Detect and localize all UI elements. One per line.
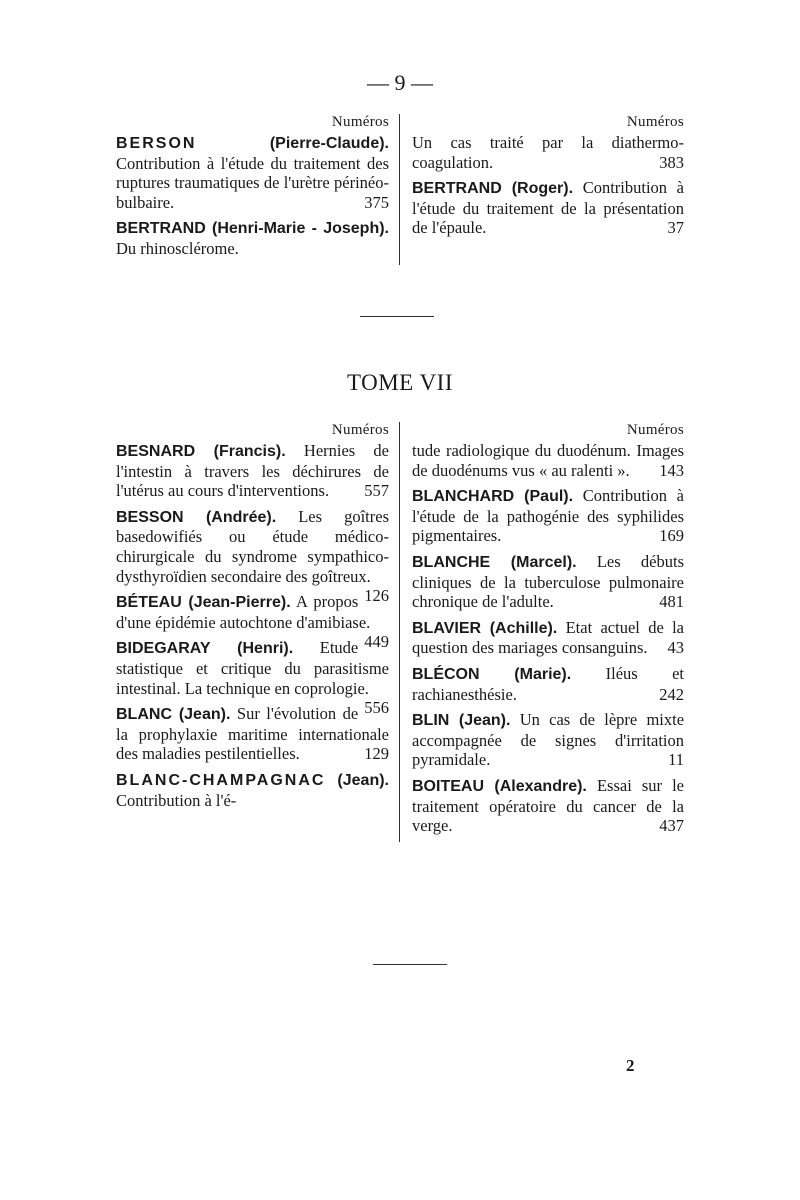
author-name: BÉTEAU: [116, 594, 182, 612]
thesis-number: 481: [659, 592, 684, 612]
thesis-title: Un cas traité par la diathermo-coagulation.: [412, 133, 684, 172]
column-header: Numéros: [331, 114, 389, 130]
index-entry: [412, 178, 684, 238]
thesis-number: 126: [364, 586, 389, 606]
top-index-section: [116, 114, 684, 265]
author-given-name: (Jean).: [325, 771, 389, 789]
thesis-title: Du rhinosclérome.: [116, 238, 239, 258]
section-divider: [373, 964, 447, 965]
author-name: BLANC: [116, 706, 172, 724]
thesis-title: Iléus et rachianesthésie.: [412, 663, 685, 704]
thesis-number: 43: [667, 638, 684, 658]
index-entry-continuation: [412, 441, 684, 480]
thesis-title: Hernies de l'intestin à travers les déchirures de l'utérus au cours d'interventions.: [116, 441, 390, 501]
author-given-name: (Paul).: [514, 488, 574, 506]
top-right-column: [400, 114, 684, 265]
thesis-number: 557: [364, 481, 389, 501]
index-entry-continuation: [412, 133, 684, 172]
index-entry: [116, 441, 389, 501]
column-header: Numéros: [626, 422, 684, 438]
author-given-name: (Andrée).: [183, 508, 277, 526]
bottom-right-column: [400, 422, 684, 842]
index-entry: [412, 664, 684, 704]
thesis-number: 383: [659, 152, 684, 172]
author-name: BIDEGARAY: [116, 640, 211, 658]
author-name: BLANCHARD: [412, 488, 515, 506]
column-header: Numéros: [331, 422, 389, 438]
author-given-name: (Achille).: [481, 619, 558, 637]
index-entry: [412, 552, 684, 612]
top-left-column: [116, 114, 400, 265]
author-name: BLÉCON: [412, 665, 480, 683]
thesis-title: tude radiologique du duodénum. Images de duodénums vus « au ralenti ».: [412, 441, 684, 480]
index-entry: [412, 486, 684, 546]
thesis-title: Sur l'évolution de la prophylaxie maritime internationale des maladies pestilentielles.: [116, 704, 389, 764]
author-given-name: (Henri).: [210, 640, 294, 658]
thesis-number: 129: [364, 744, 389, 764]
author-name: BERSON: [116, 135, 197, 152]
section-divider: [360, 316, 434, 317]
thesis-number: 143: [659, 460, 684, 480]
thesis-title: Contribution à l'étude du traitement de la présentation de l'épaule.: [412, 178, 684, 238]
index-entry: [412, 776, 684, 836]
thesis-number: 169: [659, 526, 684, 546]
thesis-title: Contribution à l'étude du traitement des ruptures traumatiques de l'urètre périnéo-bulbaire.: [116, 153, 389, 212]
thesis-number: 375: [364, 192, 389, 212]
author-given-name: (Roger).: [501, 180, 574, 198]
author-name: BOITEAU: [412, 777, 484, 795]
author-given-name: (Pierre-Claude).: [196, 135, 389, 152]
page-number: — 9 —: [367, 70, 433, 95]
thesis-title: Les débuts cliniques de la tuberculose pulmonaire chronique de l'adulte.: [412, 551, 684, 612]
author-name: BLANC-CHAMPAGNAC: [116, 771, 326, 789]
author-name: BLIN: [412, 712, 450, 730]
author-given-name: (Alexandre).: [484, 777, 587, 795]
thesis-number: 242: [659, 684, 684, 704]
author-given-name: (Marcel).: [490, 553, 577, 571]
thesis-title: Un cas de lèpre mixte accompagnée de signes d'irritation pyramidale.: [412, 710, 685, 770]
bottom-index-section: [116, 422, 684, 842]
thesis-number: 449: [364, 632, 389, 652]
sheet-signature-mark: 2: [626, 1056, 635, 1075]
thesis-number: 556: [364, 698, 389, 718]
thesis-number: 37: [667, 218, 684, 238]
thesis-title: Etat actuel de la question des mariages consanguins.: [412, 617, 685, 658]
author-given-name: (Jean).: [172, 706, 231, 724]
author-given-name: (Francis).: [195, 443, 286, 460]
author-given-name: (Marie).: [479, 665, 572, 683]
index-entry: [116, 133, 389, 212]
author-name: BERTRAND: [116, 220, 206, 238]
thesis-number: 437: [659, 816, 684, 836]
bottom-left-column: [116, 422, 400, 842]
author-given-name: (Jean).: [449, 712, 511, 730]
column-header: Numéros: [626, 114, 684, 130]
thesis-title: Etude statistique et critique du parasitisme intestinal. La technique en coprologie.: [116, 638, 389, 698]
author-name: BESNARD: [116, 443, 196, 460]
tome-title: TOME VII: [346, 370, 453, 395]
author-name: BERTRAND: [412, 180, 502, 198]
thesis-title: Contribution à l'é-: [116, 790, 237, 810]
index-entry: [116, 218, 389, 258]
author-given-name: (Henri-Marie - Joseph).: [205, 220, 389, 238]
author-given-name: (Jean-Pierre).: [181, 594, 291, 612]
thesis-title: Contribution à l'étude de la pathogénie des syphilides pigmentaires.: [412, 486, 684, 546]
index-entry: [116, 704, 389, 764]
thesis-number: 11: [668, 750, 684, 770]
thesis-title: Les goîtres basedowifiés ou étude médico-chirurgicale du syndrome sympathico-dysthyroïdien secondaire des goîtreux.: [116, 506, 389, 586]
author-name: BESSON: [116, 508, 184, 526]
thesis-title: Essai sur le traitement opératoire du cancer de la verge.: [412, 775, 685, 836]
thesis-title: A propos d'une épidémie autochtone d'amibiase.: [116, 592, 371, 632]
author-name: BLANCHE: [412, 553, 491, 571]
author-name: BLAVIER: [412, 619, 482, 637]
index-entry: [116, 770, 389, 810]
index-entry: [412, 618, 684, 658]
index-entry: [412, 710, 684, 770]
